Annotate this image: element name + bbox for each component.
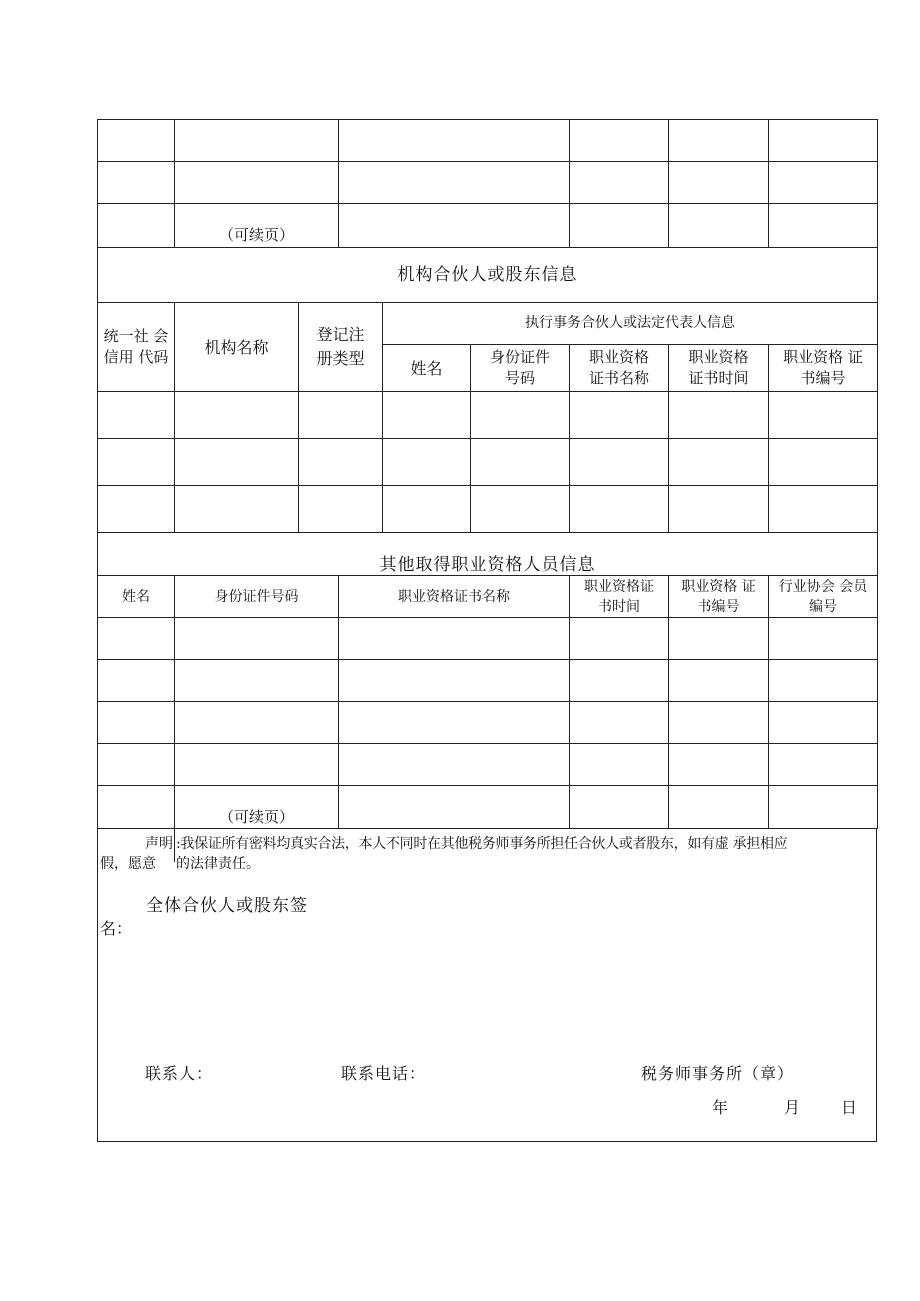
table-row bbox=[98, 439, 878, 486]
form-sheet bbox=[97, 119, 877, 1142]
table-row bbox=[98, 618, 878, 660]
table-row bbox=[98, 486, 878, 533]
table-row bbox=[98, 702, 878, 744]
table-row bbox=[98, 392, 878, 439]
divider bbox=[174, 829, 175, 862]
col-header-name: 姓名 bbox=[383, 345, 471, 392]
firm-seal-label: 税务师事务所（章） bbox=[641, 1064, 795, 1083]
col-header-cert-time: 职业资格 证书时间 bbox=[669, 345, 769, 392]
continuation-table bbox=[97, 119, 878, 248]
col-header-cert-no: 职业资格 证 书编号 bbox=[669, 576, 769, 618]
table-row bbox=[98, 660, 878, 702]
declaration-text-cont: 的法律责任。 bbox=[176, 856, 260, 872]
col-header-name: 姓名 bbox=[98, 576, 175, 618]
col-header-member-no: 行业协会 会员 编号 bbox=[769, 576, 878, 618]
col-header-cert-name: 职业资格证书名称 bbox=[339, 576, 570, 618]
date-month: 月 bbox=[784, 1098, 801, 1117]
table-row bbox=[98, 162, 878, 204]
col-header-cert-time: 职业资格证 书时间 bbox=[570, 576, 669, 618]
col-group-representative: 执行事务合伙人或法定代表人信息 bbox=[383, 303, 878, 345]
col-header-cert-no: 职业资格 证 书编号 bbox=[769, 345, 878, 392]
col-header-reg-type: 登记注 册类型 bbox=[299, 303, 383, 392]
table-row bbox=[98, 120, 878, 162]
date-day: 日 bbox=[841, 1098, 858, 1117]
others-section-title: 其他取得职业资格人员信息 bbox=[98, 533, 878, 576]
col-header-id-no: 身份证件号码 bbox=[175, 576, 339, 618]
col-header-credit-code: 统一社 会 信用 代码 bbox=[98, 303, 175, 392]
col-header-cert-name: 职业资格 证书名称 bbox=[570, 345, 669, 392]
col-header-org-name: 机构名称 bbox=[175, 303, 299, 392]
declaration-text: :我保证所有密料均真实合法，本人不同时在其他税务师事务所担任合伙人或者股东，如有虚 承担相应 bbox=[176, 836, 788, 852]
contact-phone-label: 联系电话： bbox=[341, 1064, 427, 1083]
table-row bbox=[98, 786, 878, 829]
others-table bbox=[97, 532, 878, 829]
partners-section-title: 机构合伙人或股东信息 bbox=[98, 248, 878, 303]
declaration-label-cont: 假，愿意 bbox=[100, 856, 156, 872]
signature-label: 全体合伙人或股东签 bbox=[146, 896, 308, 916]
table-row bbox=[98, 744, 878, 786]
continued-note: （可续页） bbox=[175, 204, 339, 248]
contact-person-label: 联系人： bbox=[145, 1064, 214, 1083]
date-year: 年 bbox=[712, 1098, 729, 1117]
table-row bbox=[98, 204, 878, 248]
continued-note: （可续页） bbox=[175, 786, 339, 829]
signature-label-cont: 名： bbox=[100, 919, 133, 938]
declaration-label: 声明 bbox=[145, 836, 173, 852]
partners-table bbox=[97, 247, 878, 533]
declaration-block bbox=[97, 829, 877, 1142]
col-header-id: 身份证件 号码 bbox=[471, 345, 570, 392]
